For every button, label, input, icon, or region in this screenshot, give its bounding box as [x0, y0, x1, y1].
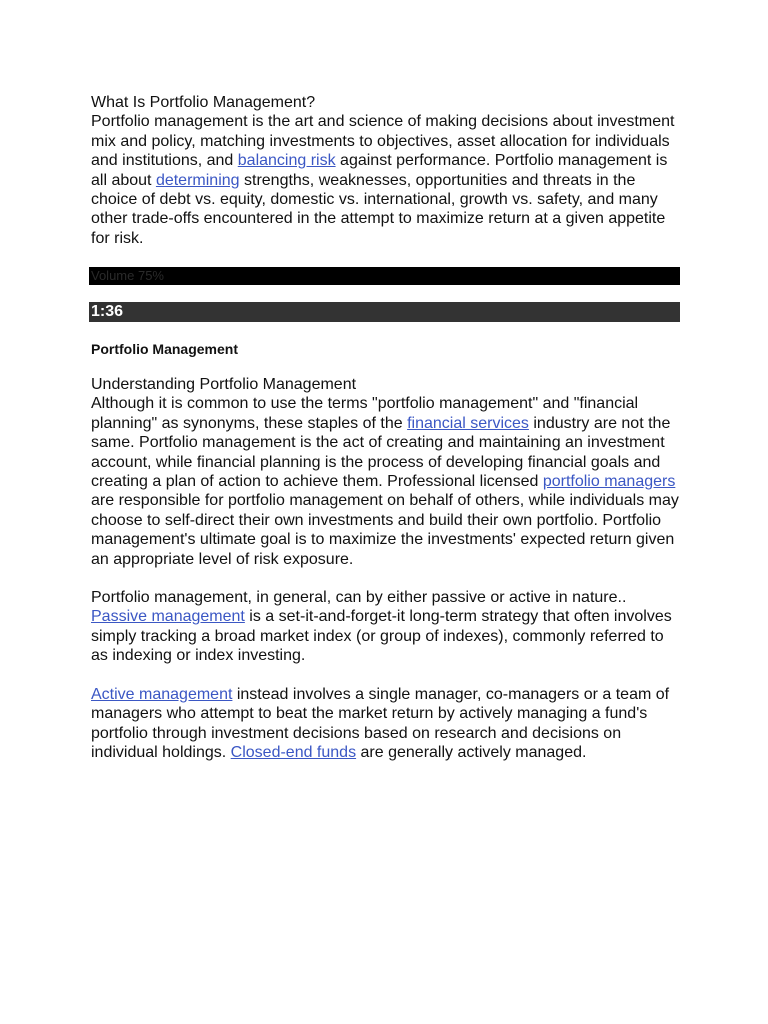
p2-text-2: industry are not the same. Portfolio management is the act of creating and maintaining an investment account, while financial planning is the process of developing financial goals and creating a plan of action to achieve them. Professional licensed: [91, 414, 671, 491]
intro-section: [91, 93, 683, 248]
p4-text-1: instead involves a single manager, co-managers or a team of managers who attempt to beat the market return by actively managing a fund's portfolio through investment decisions based on research and decisions on individual holdings.: [91, 685, 670, 761]
portfolio-managers-link[interactable]: portfolio managers: [542, 473, 676, 491]
video-time-bar[interactable]: 1:36: [89, 302, 680, 322]
p2-text-3: are responsible for portfolio management on behalf of others, while individuals may choose to self-direct their own investments and build their own portfolio. Portfolio management's ultimate goal is to maximize the investments' expected return given an appropriate level of risk exposure.: [91, 492, 679, 568]
balancing-risk-link[interactable]: balancing risk: [237, 152, 336, 170]
passive-management-link[interactable]: Passive management: [91, 608, 245, 626]
intro-text-1: Portfolio management is the art and science of making decisions about investment mix and policy, matching investments to objectives, asset allocation for individuals and institutions, and: [91, 113, 675, 170]
paragraph-gap: [91, 569, 683, 588]
determining-link[interactable]: determining: [155, 171, 240, 189]
understanding-heading: Understanding Portfolio Management: [91, 376, 357, 393]
understanding-section: [91, 375, 683, 762]
intro-text-3: strengths, weaknesses, opportunities and threats in the choice of debt vs. equity, domestic vs. international, growth vs. safety, and many other trade-offs encountered in the attempt to maximize return at a given appetite for risk.: [91, 171, 666, 247]
financial-services-link[interactable]: financial services: [407, 414, 529, 432]
intro-text-2: against performance. Portfolio management is all about: [91, 152, 668, 189]
paragraph-gap: [91, 666, 683, 685]
p3-text-2: is a set-it-and-forget-it long-term strategy that often involves simply tracking a broad market index (or group of indexes), commonly referred to as indexing or index investing.: [91, 608, 672, 665]
active-management-link[interactable]: Active management: [91, 685, 233, 703]
p3-text-1: Portfolio management, in general, can by either passive or active in nature..: [91, 589, 627, 607]
video-title: Portfolio Management: [91, 341, 239, 357]
active-paragraph: [91, 685, 683, 763]
synonyms-paragraph: [91, 394, 683, 569]
p2-text-1: Although it is common to use the terms "portfolio management" and "financial planning" as synonyms, these staples of the: [91, 395, 639, 432]
p4-text-2: are generally actively managed.: [356, 743, 587, 761]
closed-end-funds-link[interactable]: Closed-end funds: [230, 743, 357, 761]
intro-paragraph: [91, 112, 683, 248]
passive-paragraph: [91, 588, 683, 666]
volume-bar[interactable]: Volume 75%: [89, 267, 680, 285]
intro-heading: What Is Portfolio Management?: [91, 94, 316, 111]
